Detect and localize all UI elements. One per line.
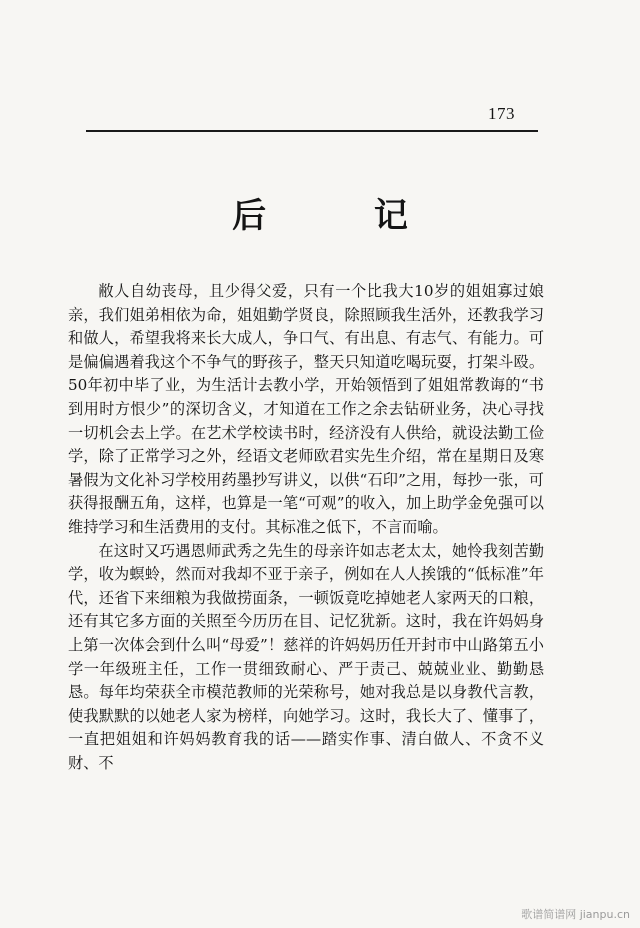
header-rule bbox=[86, 130, 538, 132]
page-number: 173 bbox=[488, 104, 515, 123]
body-text bbox=[68, 280, 544, 775]
watermark: 歌谱简谱网 jianpu.cn bbox=[521, 908, 630, 921]
paragraph-2: 在这时又巧遇恩师武秀之先生的母亲许如志老太太，她怜我刻苦勤学，收为螟蛉，然而对我却不亚于亲子，例如在人人挨饿的“低标准”年代，还省下来细粮为我做捞面条，一顿饭竟吃掉她老人家两天的口粮，还有其它多方面的关照至今历历在目、记忆犹新。这时，我在许妈妈身上第一次体会到什么叫“母爱”！慈祥的许妈妈历任开封市中山路第五小学一年级班主任，工作一贯细致耐心、严于责己、兢兢业业、勤勤恳恳。每年均荣获全市模范教师的光荣称号，她对我总是以身教代言教，使我默默的以她老人家为榜样，向她学习。这时，我长大了、懂事了，一直把姐姐和许妈妈教育我的话——踏实作事、清白做人、不贪不义财、不 bbox=[68, 541, 544, 772]
paragraph-1: 敝人自幼丧母，且少得父爱，只有一个比我大10岁的姐姐寡过娘亲，我们姐弟相依为命，姐姐勤学贤良，除照顾我生活外，还教我学习和做人，希望我将来长大成人，争口气、有出息、有志气、有能力。可是偏偏遇着我这个不争气的野孩子，整天只知道吃喝玩耍，打架斗殴。50年初中毕了业，为生活计去教小学，开始领悟到了姐姐常教诲的“书到用时方恨少”的深切含义，才知道在工作之余去钻研业务，决心寻找一切机会去上学。在艺术学校读书时，经济没有人供给，就设法勤工俭学，除了正常学习之外，经语文老师欧君实先生介绍，常在星期日及寒暑假为文化补习学校用药墨抄写讲义，以供“石印”之用，每抄一张，可获得报酬五角，这样，也算是一笔“可观”的收入，加上助学金免强可以维持学习和生活费用的支付。其标准之低下，不言而喻。 bbox=[68, 282, 544, 536]
page-title: 后 记 bbox=[232, 196, 456, 236]
